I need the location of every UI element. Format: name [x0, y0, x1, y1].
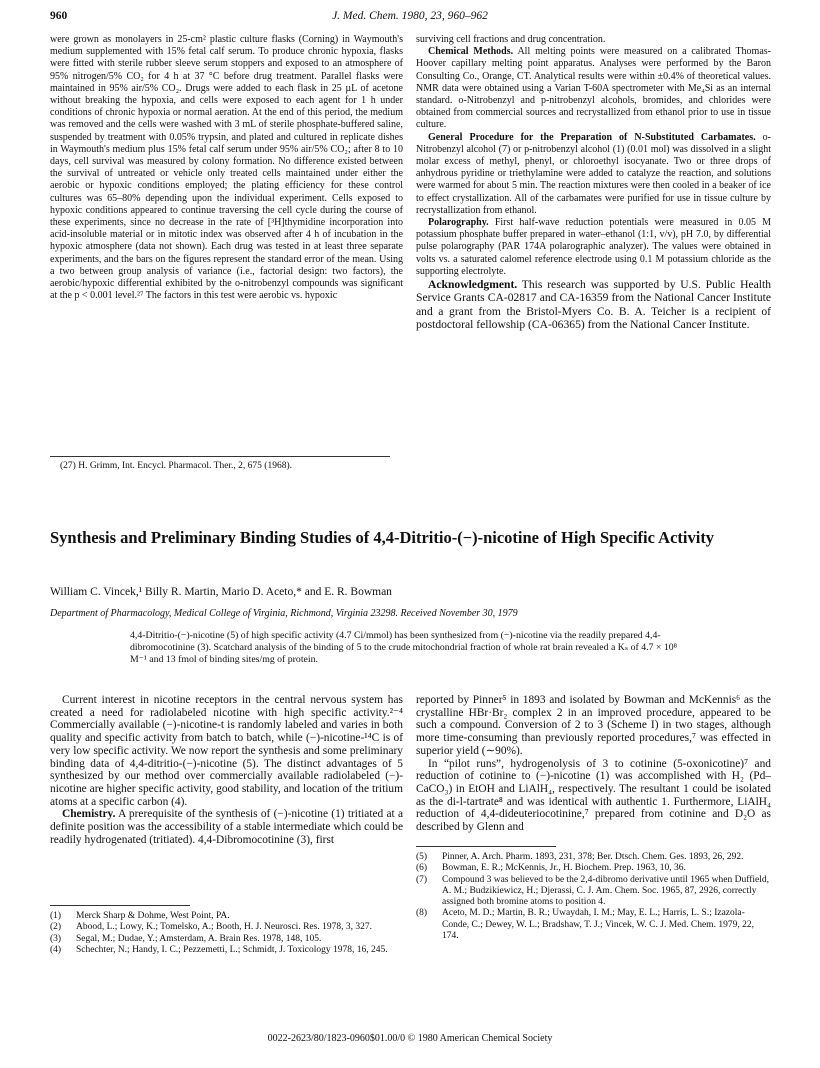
chemical-methods-text: All melting points were measured on a calibrated Thomas-Hoover capillary melting point apparatus. Analyses were performed by the Baron Consulting Co., Orange, CT. Analytical results were within ±0.4% of theoretical values. NMR data were obtained using a Varian T-60A spectrometer with Me₄Si as an internal standard. o-Nitrobenzyl and p-nitrobenzyl alcohols, bromides, and chlorides were obtained from commercial sources and recrystallized from ethanol prior to use in tissue culture.	[416, 46, 771, 131]
references-divider	[416, 846, 556, 847]
body-right-column	[416, 694, 771, 834]
reference-item	[50, 945, 403, 956]
reference-text: Abood, L.; Lowy, K.; Tomelsko, A.; Booth, H. J. Neurosci. Res. 1978, 3, 327.	[76, 922, 372, 933]
previous-article-paragraph: were grown as monolayers in 25-cm² plastic culture flasks (Corning) in Waymouth's medium supplemented with 15% fetal calf serum. To produce chronic hypoxia, flasks were fitted with sterile rubber sleeve serum stoppers and exposed to an atmosphere of 95% nitrogen/5% CO₂ for 4 h at 37 °C before drug treatment. Parallel flasks were maintained in 95% air/5% CO₂. Drugs were added to each flask in 25 µL of acetone without breaking the hypoxia, and cells were exposed to each agent for 1 h under conditions of chronic hypoxia or normal aeration. At the end of this period, the medium was removed and the cells were washed with 3 mL of sterile phosphate-buffered saline, suspended by treatment with 0.05% trypsin, and plated and cultured in replicate dishes in Waymouth's medium plus 15% fetal calf serum under 95% air/5% CO₂; after 8 to 10 days, cell survival was measured by colony formation. No difference existed between the survival of untreated or vehicle only treated cells maintained under either the aerobic or hypoxic conditions employed; the plating efficiency for these control cultures was 65–80% depending upon the individual experiment. Cells exposed to hypoxic conditions appeared to continue traversing the cell cycle during the course of these experiments, since no decrease in the rate of [³H]thymidine incorporation into acid-insoluble material or in mitotic index was observed after 4 h of incubation in the hypoxic atmosphere (data not shown). Each drug was tested in at least three separate experiments, and the bars on the figures represent the standard error of the mean. Using a two between group analysis of variance (i.e., factorial design: two factors), the aerobic/hypoxic differential exhibited by the o-nitrobenzyl compounds was significant at the p < 0.001 level.²⁷ The factors in this test were aerobic vs. hypoxic	[50, 34, 403, 302]
references-left	[50, 905, 403, 956]
reference-number: (8)	[416, 908, 428, 919]
reference-number: (4)	[50, 944, 62, 955]
reference-item	[416, 875, 771, 909]
body-paragraph-pilot-runs: In “pilot runs”, hydrogenolysis of 3 to cotinine (5-oxonicotine)⁷ and reduction of cotinine to (−)-nicotine (1) was accomplished with H₂ (Pd–CaCO₃) in EtOH and LiAlH₄, respectively. The resultant 1 could be isolated as the di-l-tartrate⁸ and was identical with authentic 1. Furthermore, LiAlH₄ reduction of 4,4-dideuteriocotinine,⁷ prepared from cotinine and D₂O as described by Glenn and	[416, 757, 771, 834]
reference-text: Bowman, E. R.; McKennis, Jr., H. Biochem. Prep. 1963, 10, 36.	[442, 863, 686, 874]
article-title: Synthesis and Preliminary Binding Studies of 4,4-Ditritio-(−)-nicotine of High Specific Activity	[50, 528, 715, 547]
body-paragraph-intro: Current interest in nicotine receptors in the central nervous system has created a need for radiolabeled nicotine with high specific activity.²⁻⁴ Commercially available (−)-nicotine-t is randomly labeled and varies in both quality and specific activity from batch to batch, while (−)-nicotine-¹⁴C is of very low specific activity. We now report the synthesis and some preliminary binding data of 4,4-ditritio-(−)-nicotine (5). The distinct advantages of 5 synthesized by our method over commercially available radiolabeled (−)-nicotine are higher specific activity, good stability, and location of the tritium atoms at a specific carbon (4).	[50, 694, 403, 808]
page-footer: 0022-2623/80/1823-0960$01.00/0 © 1980 American Chemical Society	[267, 1033, 553, 1044]
reference-text: Merck Sharp & Dohme, West Point, PA.	[76, 911, 230, 921]
chemical-methods-paragraph	[416, 46, 771, 131]
reference-number: (7)	[416, 874, 428, 885]
chemistry-text: A prerequisite of the synthesis of (−)-nicotine (1) tritiated at a definite position was the accessibility of a stable intermediate which could be readily hydrogenated (tritiated). 4,4-Dibromocotinine (3), first	[50, 808, 404, 846]
acknowledgment-heading: Acknowledgment.	[428, 278, 518, 292]
page-number: 960	[50, 10, 68, 22]
continuation-text: surviving cell fractions and drug concentration.	[416, 34, 606, 45]
polarography-paragraph	[416, 217, 771, 278]
general-procedure-paragraph	[416, 132, 771, 217]
reference-number: (1)	[50, 911, 62, 921]
polarography-text: First half-wave reduction potentials were measured in 0.05 M potassium phosphate buffer prepared in water–ethanol (1:1, v/v), pH 7.0, by differential pulse polarography (PAR 174A polarographic analyzer). The values were obtained in volts vs. a saturated calomel reference electrode using 0.1 M potassium chloride as the supporting electrolyte.	[416, 217, 772, 277]
acknowledgment-paragraph	[416, 278, 771, 332]
previous-article-right-column	[416, 34, 771, 332]
reference-item	[50, 922, 403, 933]
general-procedure-text: o-Nitrobenzyl alcohol (7) or p-nitrobenzyl alcohol (1) (0.01 mol) was dissolved in a slight molar excess of methyl, phenyl, or chloroethyl isocyanate. Two or three drops of anhydrous pyridine or triethylamine were added to catalyze the reaction, and solutions were warmed for about 5 min. The reaction mixtures were then cooled in a beaker of ice to effect crystallization. All of the carbamates were purified for use in tissue culture by recrystallization from ethanol.	[416, 131, 772, 216]
reference-item	[416, 908, 771, 942]
footnote-27: (27) H. Grimm, Int. Encycl. Pharmacol. Ther., 2, 675 (1968).	[60, 461, 292, 471]
body-paragraph-chemistry	[50, 808, 403, 846]
article-affiliation: Department of Pharmacology, Medical College of Virginia, Richmond, Virginia 23298. Received November 30, 1979	[50, 608, 518, 619]
reference-number: (6)	[416, 863, 428, 874]
reference-item	[416, 863, 771, 874]
previous-article-left-column	[50, 34, 403, 302]
chemical-methods-heading: Chemical Methods.	[428, 46, 514, 58]
article-authors: William C. Vincek,¹ Billy R. Martin, Mario D. Aceto,* and E. R. Bowman	[50, 586, 392, 598]
body-paragraph-continuation: reported by Pinner⁵ in 1893 and isolated by Bowman and McKennis⁶ as the crystalline HBr·Br₂ complex 2 in an improved procedure, appeared to be such a compound. Conversion of 2 to 3 (Scheme I) in two stages, although more time-consuming than previously reported procedures,⁷ was effected in superior yield (∼90%).	[416, 694, 771, 757]
reference-text: Aceto, M. D.; Martin, B. R.; Uwaydah, I. M.; May, E. L.; Harris, L. S.; Izazola-Conde, C.; Dewey, W. L.; Bradshaw, T. J.; Vincek, W. C. J. Med. Chem. 1979, 22, 174.	[442, 908, 754, 942]
reference-text: Schechter, N.; Handy, I. C.; Pezzemetti, L.; Schmidt, J. Toxicology 1978, 16, 245.	[76, 944, 388, 955]
reference-text: Segal, M.; Dudae, Y.; Amsterdam, A. Brain Res. 1978, 148, 105.	[76, 933, 322, 944]
footnote-divider	[50, 456, 390, 457]
body-left-column	[50, 694, 403, 846]
reference-item	[50, 911, 403, 922]
references-divider	[50, 905, 190, 906]
reference-number: (5)	[416, 852, 428, 862]
journal-reference: J. Med. Chem. 1980, 23, 960–962	[332, 10, 488, 22]
reference-item	[50, 934, 403, 945]
reference-number: (3)	[50, 933, 62, 944]
reference-number: (2)	[50, 922, 62, 933]
chemistry-heading: Chemistry.	[62, 808, 116, 821]
general-procedure-heading: General Procedure for the Preparation of N-Substituted Carbamates.	[428, 131, 756, 143]
acknowledgment-text: This research was supported by U.S. Public Health Service Grants CA-02817 and CA-16359 from the National Cancer Institute and a grant from the Bristol-Myers Co. B. A. Teicher is a recipient of postdoctoral fellowship (CA-06365) from the National Cancer Institute.	[416, 278, 771, 332]
article-abstract: 4,4-Ditritio-(−)-nicotine (5) of high specific activity (4.7 Ci/mmol) has been synthesized from (−)-nicotine via the readily prepared 4,4-dibromocotinine (3). Scatchard analysis of the binding of 5 to the crude mitochondrial fraction of whole rat brain revealed a Kₛ of 4.7 × 10⁸ M⁻¹ and 13 fmol of binding sites/mg of protein.	[130, 630, 678, 665]
page-header	[50, 10, 770, 28]
polarography-heading: Polarography.	[428, 217, 489, 229]
reference-text: Pinner, A. Arch. Pharm. 1893, 231, 378; Ber. Dtsch. Chem. Ges. 1893, 26, 292.	[442, 852, 744, 862]
reference-text: Compound 3 was believed to be the 2,4-dibromo derivative until 1965 when Duffield, A. M.; Budzikiewicz, H.; Djerassi, C. J. Am. Chem. Soc. 1965, 87, 2926, correctly assigned both bromine atoms to position 4.	[442, 874, 769, 908]
reference-item	[416, 852, 771, 863]
references-right	[416, 846, 771, 942]
